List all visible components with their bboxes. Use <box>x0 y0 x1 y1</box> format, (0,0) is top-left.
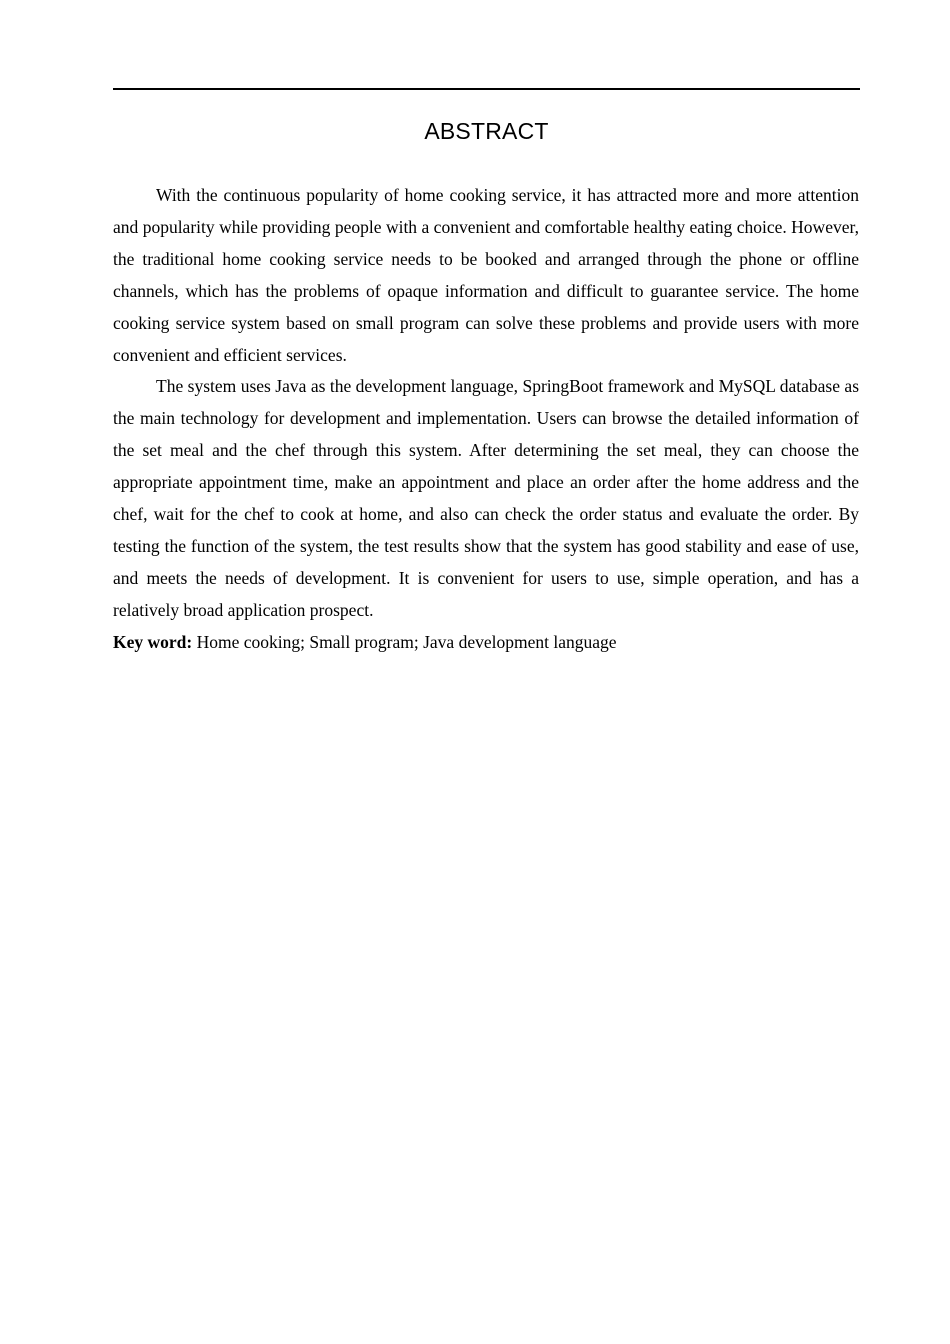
keywords-list: Home cooking; Small program; Java development language <box>192 631 617 652</box>
keywords-label: Key word: <box>113 631 193 652</box>
abstract-paragraph-1: With the continuous popularity of home cooking service, it has attracted more and more attention and popularity while providing people with a convenient and comfortable healthy eating choice. However, the traditional home cooking service needs to be booked and arranged through the phone or offline channels, which has the problems of opaque information and difficult to guarantee service. The home cooking service system based on small program can solve these problems and provide users with more convenient and efficient services. <box>113 185 859 365</box>
header-rule <box>113 88 860 90</box>
abstract-title: ABSTRACT <box>424 118 549 144</box>
abstract-body <box>113 180 859 659</box>
abstract-paragraph-2: The system uses Java as the development language, SpringBoot framework and MySQL database as the main technology for development and implementation. Users can browse the detailed information of the set meal and the chef through this system. After determining the set meal, they can choose the appropriate appointment time, make an appointment and place an order after the home address and the chef, wait for the chef to cook at home, and also can check the order status and evaluate the order. By testing the function of the system, the test results show that the system has good stability and ease of use, and meets the needs of development. It is convenient for users to use, simple operation, and has a relatively broad application prospect. <box>113 376 859 620</box>
keywords-line <box>113 627 859 659</box>
